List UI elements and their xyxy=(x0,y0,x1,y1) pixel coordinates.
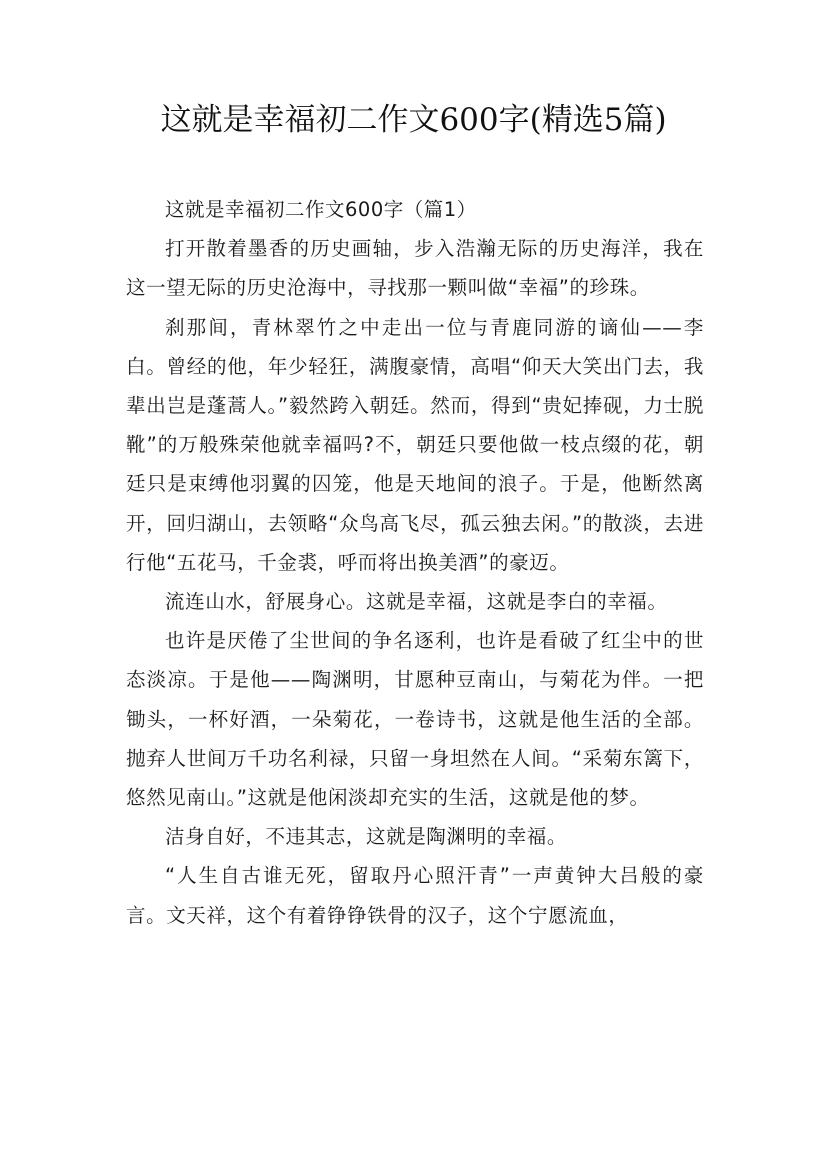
paragraph: 洁身自好，不违其志，这就是陶渊明的幸福。 xyxy=(165,825,568,849)
paragraph: 刹那间，青林翠竹之中走出一位与青鹿同游的谪仙——李白。曾经的他，年少轻狂，满腹豪情，高唱“仰天大笑出门去，我辈出岂是蓬蒿人。”毅然跨入朝廷。然而，得到“贵妃捧砚，力士脱靴”的万般殊荣他就幸福吗?不，朝廷只要他做一枝点缀的花，朝廷只是束缚他羽翼的囚笼，他是天地间的浪子。于是，他断然离开，回归湖山，去领略“众鸟高飞尽，孤云独去闲。”的散淡，去进行他“五花马，千金裘，呼而将出换美酒”的豪迈。 xyxy=(126,315,704,574)
document-body xyxy=(126,190,704,935)
paragraph: “人生自古谁无死，留取丹心照汗青”一声黄钟大吕般的豪言。文天祥，这个有着铮铮铁骨的汉子，这个宁愿流血， xyxy=(126,864,704,927)
document-title: 这就是幸福初二作文600字(精选5篇) xyxy=(160,102,667,138)
section-heading: 这就是幸福初二作文600字（篇1） xyxy=(165,198,477,221)
paragraph: 流连山水，舒展身心。这就是幸福，这就是李白的幸福。 xyxy=(165,590,668,614)
paragraph: 也许是厌倦了尘世间的争名逐利，也许是看破了红尘中的世态淡凉。于是他——陶渊明，甘愿种豆南山，与菊花为伴。一把锄头，一杯好酒，一朵菊花，一卷诗书，这就是他生活的全部。抛弃人世间万千功名利禄，只留一身坦然在人间。“采菊东篱下，悠然见南山。”这就是他闲淡却充实的生活，这就是他的梦。 xyxy=(126,629,704,810)
paragraph: 打开散着墨香的历史画轴，步入浩瀚无际的历史海洋，我在这一望无际的历史沧海中，寻找那一颗叫做“幸福”的珍珠。 xyxy=(126,237,704,300)
